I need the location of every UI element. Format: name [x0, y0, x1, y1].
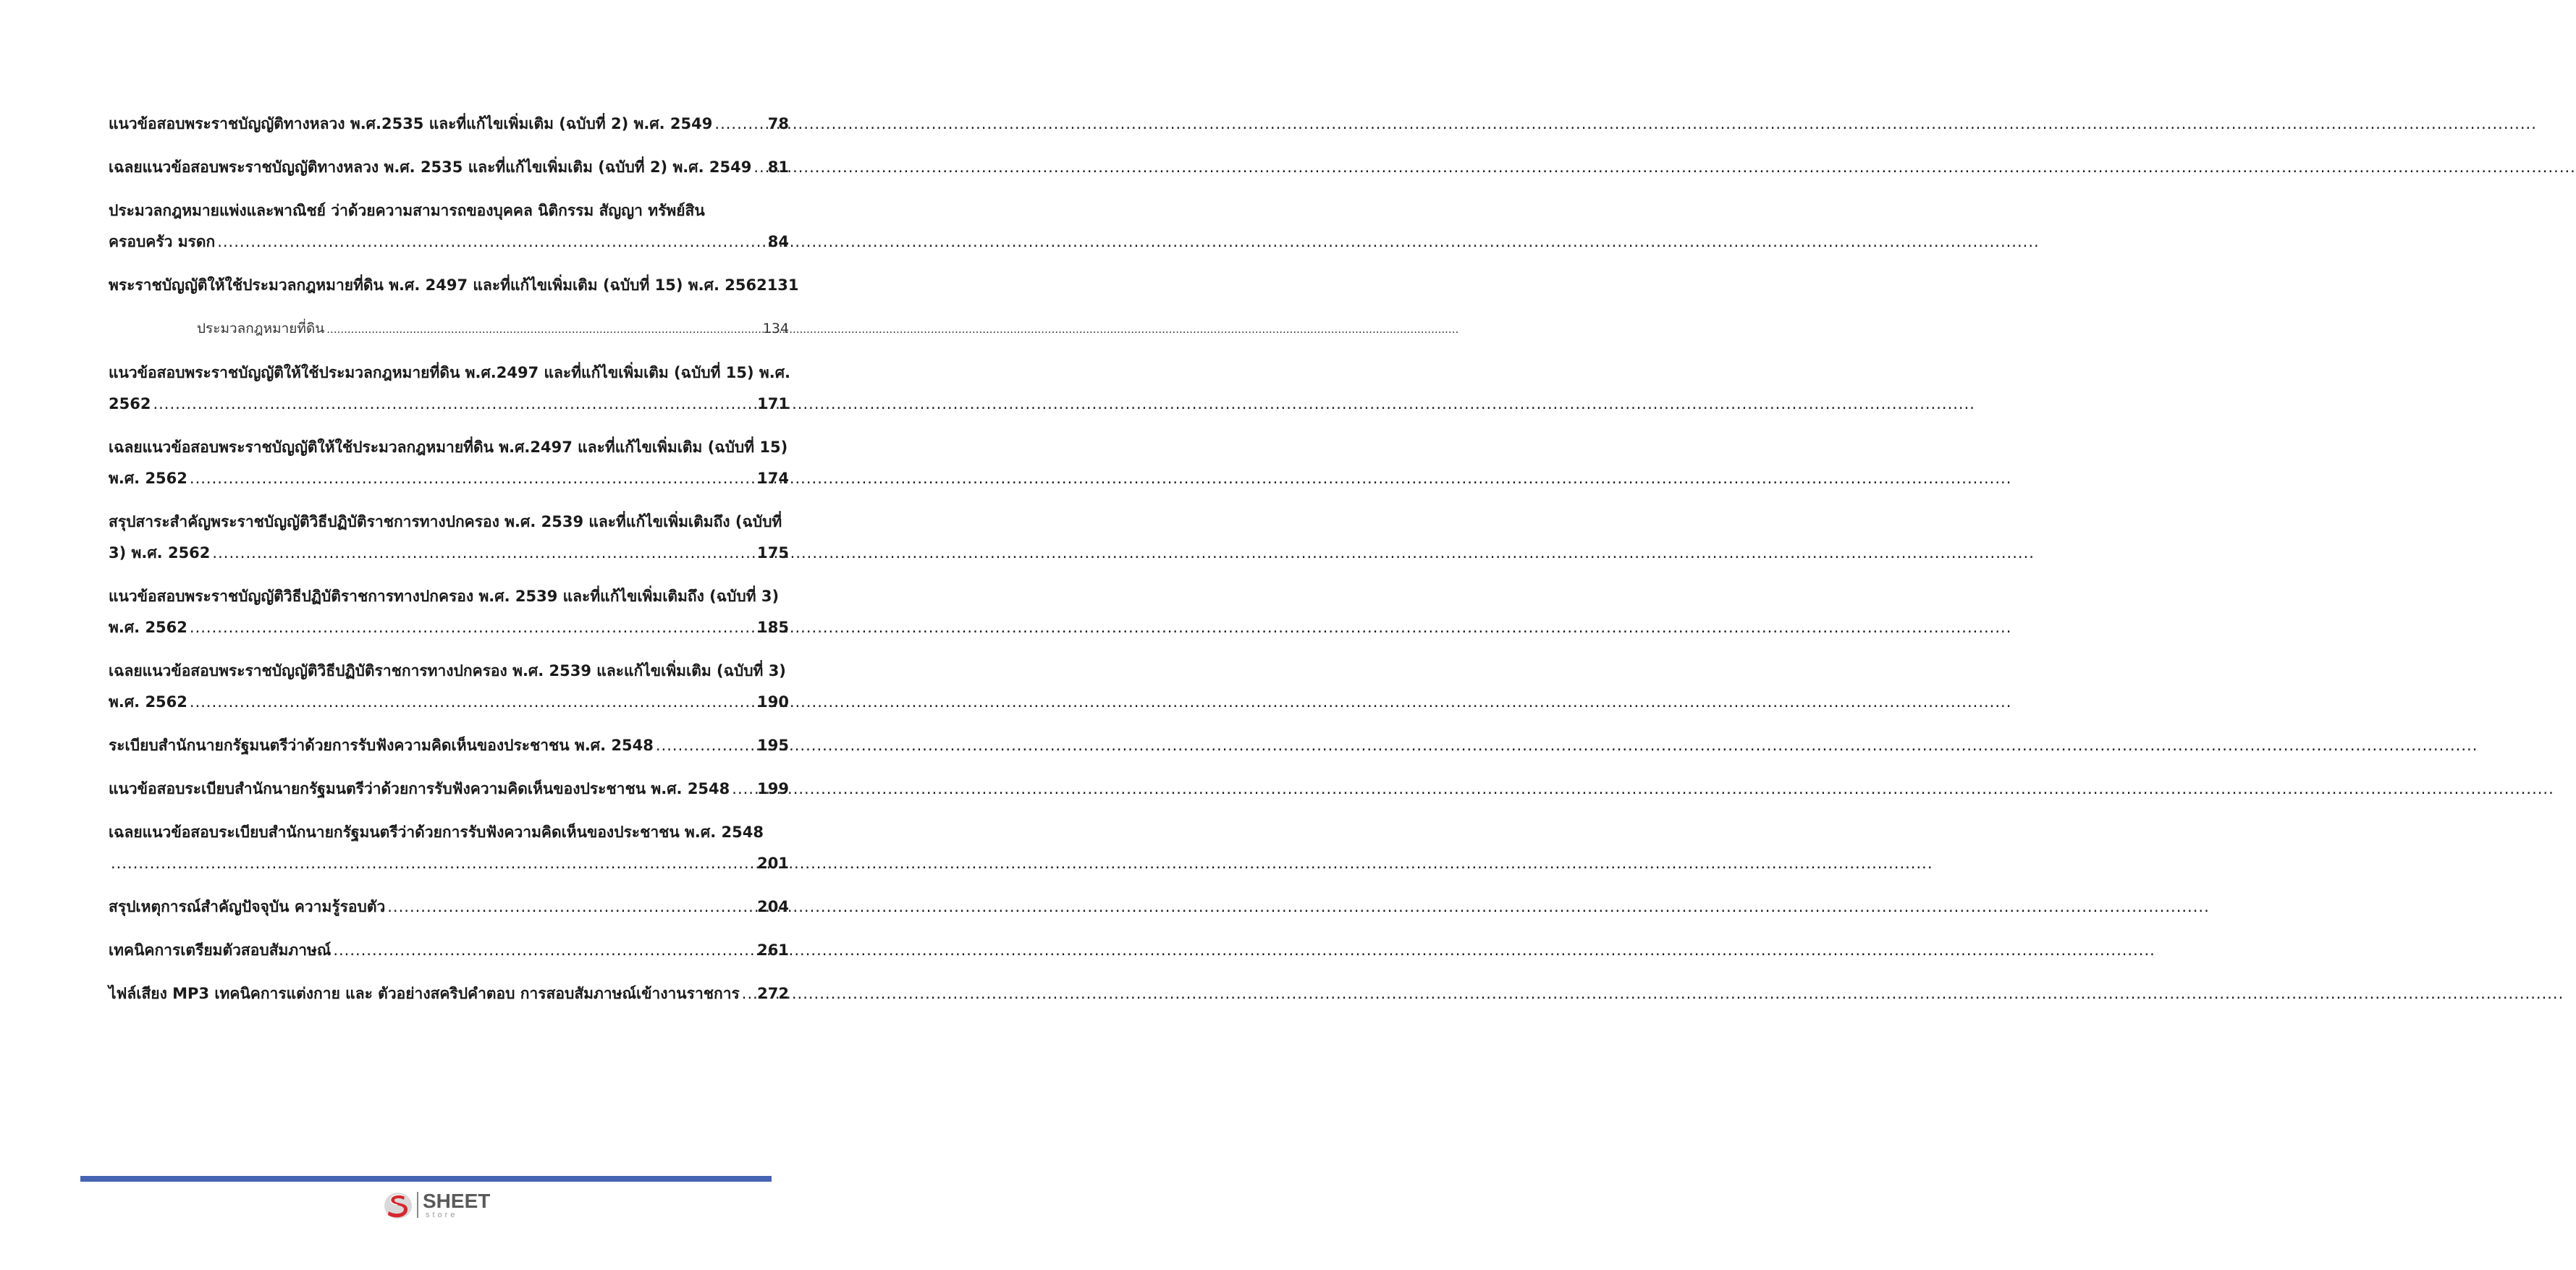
toc-entry-title: พระราชบัญญัติให้ใช้ประมวลกฎหมายที่ดิน พ.ศ. 2497 และที่แก้ไขเพิ่มเติม (ฉบับที่ 15) พ.ศ. 2562 [109, 276, 767, 294]
dot-leader [742, 978, 755, 1009]
toc-entry-title-cont: พ.ศ. 2562 [109, 619, 187, 636]
toc-entry-title-cont: พ.ศ. 2562 [109, 470, 187, 487]
toc-entry[interactable] [109, 507, 789, 569]
sheet-store-logo [382, 1187, 490, 1223]
toc-entry-title-cont: 3) พ.ศ. 2562 [109, 544, 211, 562]
toc-entry-title: ไฟล์เสียง MP3 เทคนิคการแต่งกาย และ ตัวอย่างสคริปคำตอบ การสอบสัมภาษณ์เข้างานราชการ [109, 985, 740, 1002]
toc-entry-page: 175 [757, 544, 789, 562]
toc-entry-page: 131 [767, 276, 799, 294]
toc-entry[interactable] [109, 656, 789, 718]
logo-word: SHEET [423, 1189, 491, 1212]
toc-entry-page: 190 [757, 693, 789, 711]
toc-entry-title: แนวข้อสอบพระราชบัญญัติทางหลวง พ.ศ.2535 และที่แก้ไขเพิ่มเติม (ฉบับที่ 2) พ.ศ. 2549 [109, 115, 713, 132]
dot-leader [190, 687, 755, 718]
toc-entry-page: 185 [757, 619, 789, 636]
toc-entry-title: สรุปสาระสำคัญพระราชบัญญัติวิธีปฏิบัติราชการทางปกครอง พ.ศ. 2539 และที่แก้ไขเพิ่มเติมถึง (ฉบับที่ [109, 513, 782, 530]
toc-entry-title: ประมวลกฎหมายที่ดิน [197, 321, 325, 336]
toc-entry-title: ประมวลกฎหมายแพ่งและพาณิชย์ ว่าด้วยความสามารถของบุคคล นิติกรรม สัญญา ทรัพย์สิน [109, 202, 705, 219]
toc-entry-title: เฉลยแนวข้อสอบระเบียบสำนักนายกรัฐมนตรีว่าด้วยการรับฟังความคิดเห็นของประชาชน พ.ศ. 2548 [109, 824, 764, 841]
toc-entry-title: เทคนิคการเตรียมตัวสอบสัมภาษณ์ [109, 941, 331, 959]
toc-entry-title: สรุปเหตุการณ์สำคัญปัจจุบัน ความรู้รอบตัว [109, 898, 386, 915]
logo-subword: store [426, 1210, 458, 1219]
toc-subentry[interactable] [109, 313, 789, 345]
toc-entry-title-cont: 2562 [109, 395, 151, 412]
dot-leader [387, 892, 755, 923]
toc-entry[interactable] [109, 357, 789, 420]
logo-wordmark [423, 1191, 490, 1219]
toc-entry-page: 201 [757, 855, 789, 872]
toc-entry-title: ระเบียบสำนักนายกรัฐมนตรีว่าด้วยการรับฟังความคิดเห็นของประชาชน พ.ศ. 2548 [109, 737, 654, 754]
toc-entry[interactable] [109, 432, 789, 494]
table-of-contents [109, 109, 799, 1022]
toc-entry[interactable] [109, 581, 789, 643]
toc-entry-title: เฉลยแนวข้อสอบพระราชบัญญัติวิธีปฏิบัติราชการทางปกครอง พ.ศ. 2539 และแก้ไขเพิ่มเติม (ฉบับที่ 3) [109, 662, 786, 680]
dot-leader [111, 848, 755, 879]
dot-leader [333, 935, 755, 966]
dot-leader [212, 538, 755, 569]
toc-entry-title: เฉลยแนวข้อสอบพระราชบัญญัติทางหลวง พ.ศ. 2535 และที่แก้ไขเพิ่มเติม (ฉบับที่ 2) พ.ศ. 2549 [109, 158, 752, 176]
toc-entry[interactable] [109, 109, 789, 140]
toc-entry[interactable] [109, 935, 789, 966]
dot-leader [732, 774, 755, 805]
toc-entry-title: แนวข้อสอบระเบียบสำนักนายกรัฐมนตรีว่าด้วยการรับฟังความคิดเห็นของประชาชน พ.ศ. 2548 [109, 780, 730, 797]
toc-entry-page: 261 [757, 941, 789, 959]
toc-entry-title: แนวข้อสอบพระราชบัญญัติให้ใช้ประมวลกฎหมายที่ดิน พ.ศ.2497 และที่แก้ไขเพิ่มเติม (ฉบับที่ 15) พ.ศ. [109, 364, 791, 381]
toc-entry-page: 199 [757, 780, 789, 797]
toc-entry[interactable] [109, 195, 789, 258]
toc-entry-title-cont: ครอบครัว มรดก [109, 233, 216, 250]
dot-leader [753, 152, 765, 183]
toc-entry-title: เฉลยแนวข้อสอบพระราชบัญญัติให้ใช้ประมวลกฎหมายที่ดิน พ.ศ.2497 และที่แก้ไขเพิ่มเติม (ฉบับที่ 15) [109, 439, 788, 456]
toc-entry[interactable] [109, 892, 789, 923]
toc-entry-title-cont: พ.ศ. 2562 [109, 693, 187, 711]
dot-leader [153, 389, 755, 420]
toc-entry-page: 78 [767, 115, 789, 132]
toc-entry-page: 81 [767, 158, 789, 176]
dot-leader [217, 227, 766, 258]
sheet-store-logo-icon [382, 1189, 414, 1221]
toc-entry[interactable] [109, 730, 789, 761]
toc-entry[interactable] [109, 817, 789, 879]
toc-entry-page: 204 [757, 898, 789, 915]
toc-entry-page: 171 [757, 395, 789, 412]
logo-separator [417, 1192, 418, 1218]
toc-entry-page: 195 [757, 737, 789, 754]
toc-entry[interactable] [109, 978, 789, 1009]
toc-entry-page: 84 [767, 233, 789, 250]
dot-leader [656, 730, 755, 761]
dot-leader [190, 463, 755, 494]
toc-entry[interactable] [109, 774, 789, 805]
dot-leader [190, 612, 755, 643]
footer-rule [80, 1176, 772, 1182]
toc-entry-page: 272 [757, 985, 789, 1002]
toc-entry[interactable] [109, 152, 789, 183]
dot-leader [714, 109, 765, 140]
toc-entry-page: 174 [757, 470, 789, 487]
dot-leader [326, 313, 760, 345]
toc-entry[interactable] [109, 270, 799, 301]
toc-entry-page: 134 [762, 321, 789, 336]
toc-entry-title: แนวข้อสอบพระราชบัญญัติวิธีปฏิบัติราชการทางปกครอง พ.ศ. 2539 และที่แก้ไขเพิ่มเติมถึง (ฉบับที่ 3) [109, 588, 780, 605]
